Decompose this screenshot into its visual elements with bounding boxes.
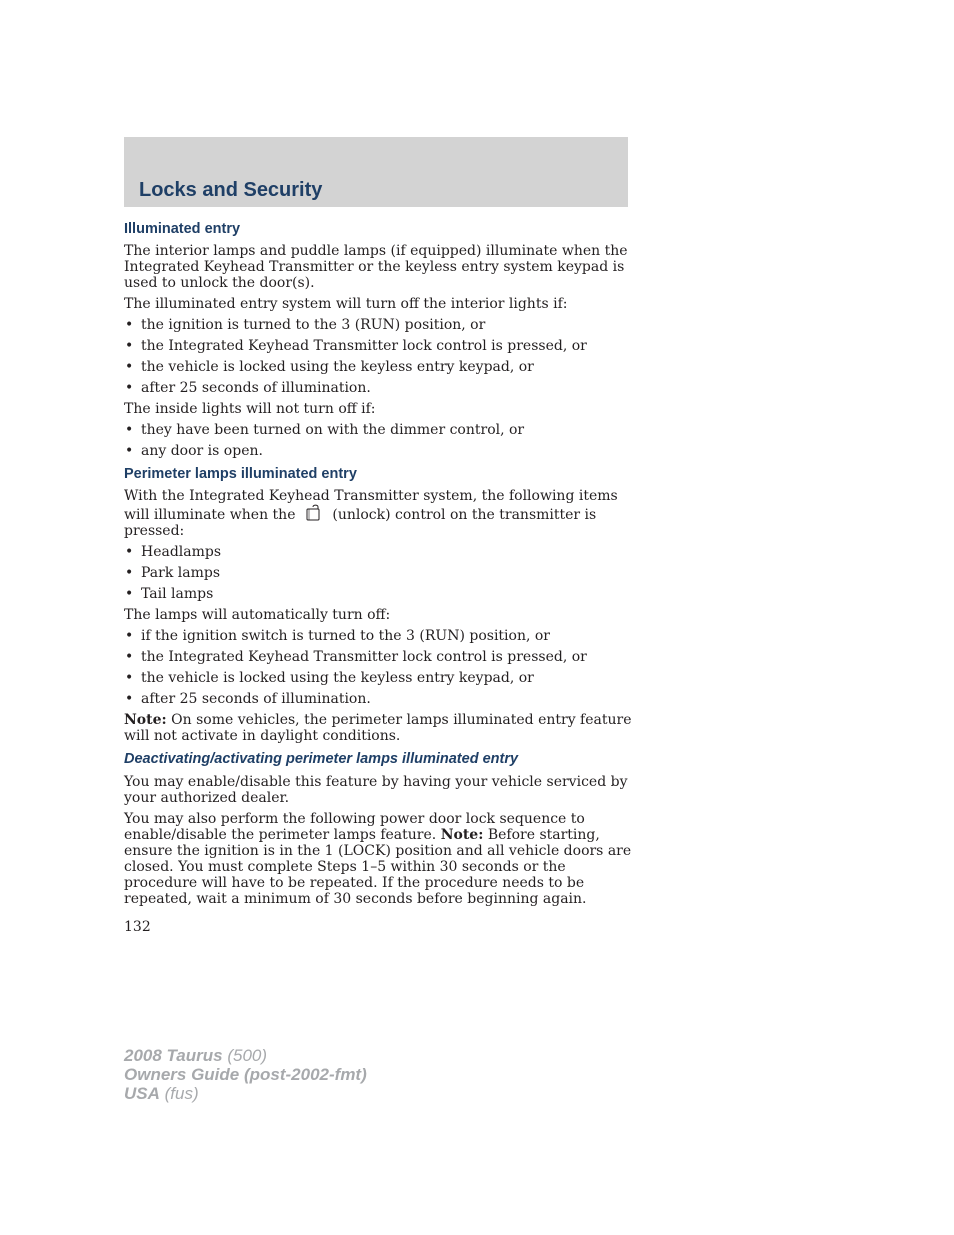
list-item: • after 25 seconds of illumination. bbox=[125, 380, 371, 396]
section-banner bbox=[124, 137, 628, 207]
paragraph: You may enable/disable this feature by having your vehicle serviced by your authorized dealer. bbox=[124, 774, 628, 806]
footer-line-2: Owners Guide (post-2002-fmt) bbox=[124, 1065, 367, 1084]
heading-deactivating: Deactivating/activating perimeter lamps illuminated entry bbox=[124, 751, 519, 767]
footer-line-1: 2008 Taurus (500) bbox=[124, 1046, 268, 1065]
list-item: • Park lamps bbox=[125, 565, 221, 581]
list-item: • the Integrated Keyhead Transmitter lock control is pressed, or bbox=[125, 338, 587, 354]
list-item: • the ignition is turned to the 3 (RUN) position, or bbox=[125, 317, 486, 333]
paragraph: The illuminated entry system will turn off the interior lights if: bbox=[124, 296, 568, 312]
bullet-list bbox=[124, 422, 634, 459]
paragraph: With the Integrated Keyhead Transmitter system, the following items will illuminate when the (unlock) control on the transmitter is pressed: bbox=[124, 488, 618, 539]
page-number: 132 bbox=[124, 919, 151, 935]
document-footer bbox=[124, 1046, 367, 1103]
note-paragraph: Note: On some vehicles, the perimeter lamps illuminated entry feature will not activate in daylight conditions. bbox=[124, 712, 632, 744]
list-item: • any door is open. bbox=[125, 443, 263, 459]
list-item: • the vehicle is locked using the keyless entry keypad, or bbox=[125, 359, 534, 375]
list-item: • the Integrated Keyhead Transmitter lock control is pressed, or bbox=[125, 649, 587, 665]
page-content bbox=[124, 221, 634, 935]
page-title: Locks and Security bbox=[139, 179, 323, 201]
paragraph: The inside lights will not turn off if: bbox=[124, 401, 376, 417]
list-item: • the vehicle is locked using the keyless entry keypad, or bbox=[125, 670, 534, 686]
heading-perimeter-lamps: Perimeter lamps illuminated entry bbox=[124, 466, 357, 482]
list-item: • Tail lamps bbox=[125, 586, 214, 602]
paragraph: The lamps will automatically turn off: bbox=[124, 607, 391, 623]
list-item: • they have been turned on with the dimmer control, or bbox=[125, 422, 525, 438]
heading-illuminated-entry: Illuminated entry bbox=[124, 221, 241, 237]
list-item: • after 25 seconds of illumination. bbox=[125, 691, 371, 707]
unlock-icon bbox=[303, 504, 325, 522]
paragraph: The interior lamps and puddle lamps (if equipped) illuminate when the Integrated Keyhead Transmitter or the keyless entry system keypad is used to unlock the door(s). bbox=[124, 243, 628, 291]
list-item: • Headlamps bbox=[125, 544, 222, 560]
list-item: • if the ignition switch is turned to the 3 (RUN) position, or bbox=[125, 628, 550, 644]
note-label: Note: bbox=[124, 712, 167, 728]
note-label: Note: bbox=[440, 827, 484, 843]
footer-line-3: USA (fus) bbox=[124, 1084, 199, 1103]
bullet-list bbox=[124, 628, 634, 707]
bullet-list bbox=[124, 544, 634, 602]
bullet-list bbox=[124, 317, 634, 396]
paragraph: You may also perform the following power door lock sequence to enable/disable the perimeter lamps feature. Note: Before starting, ensure the ignition is in the 1 (LOCK) position and all vehicle doors are closed. You must complete Steps 1–5 within 30 seconds or the procedure will have to be repeated. If the procedure needs to be repeated, wait a minimum of 30 seconds before beginning again. bbox=[124, 811, 632, 907]
